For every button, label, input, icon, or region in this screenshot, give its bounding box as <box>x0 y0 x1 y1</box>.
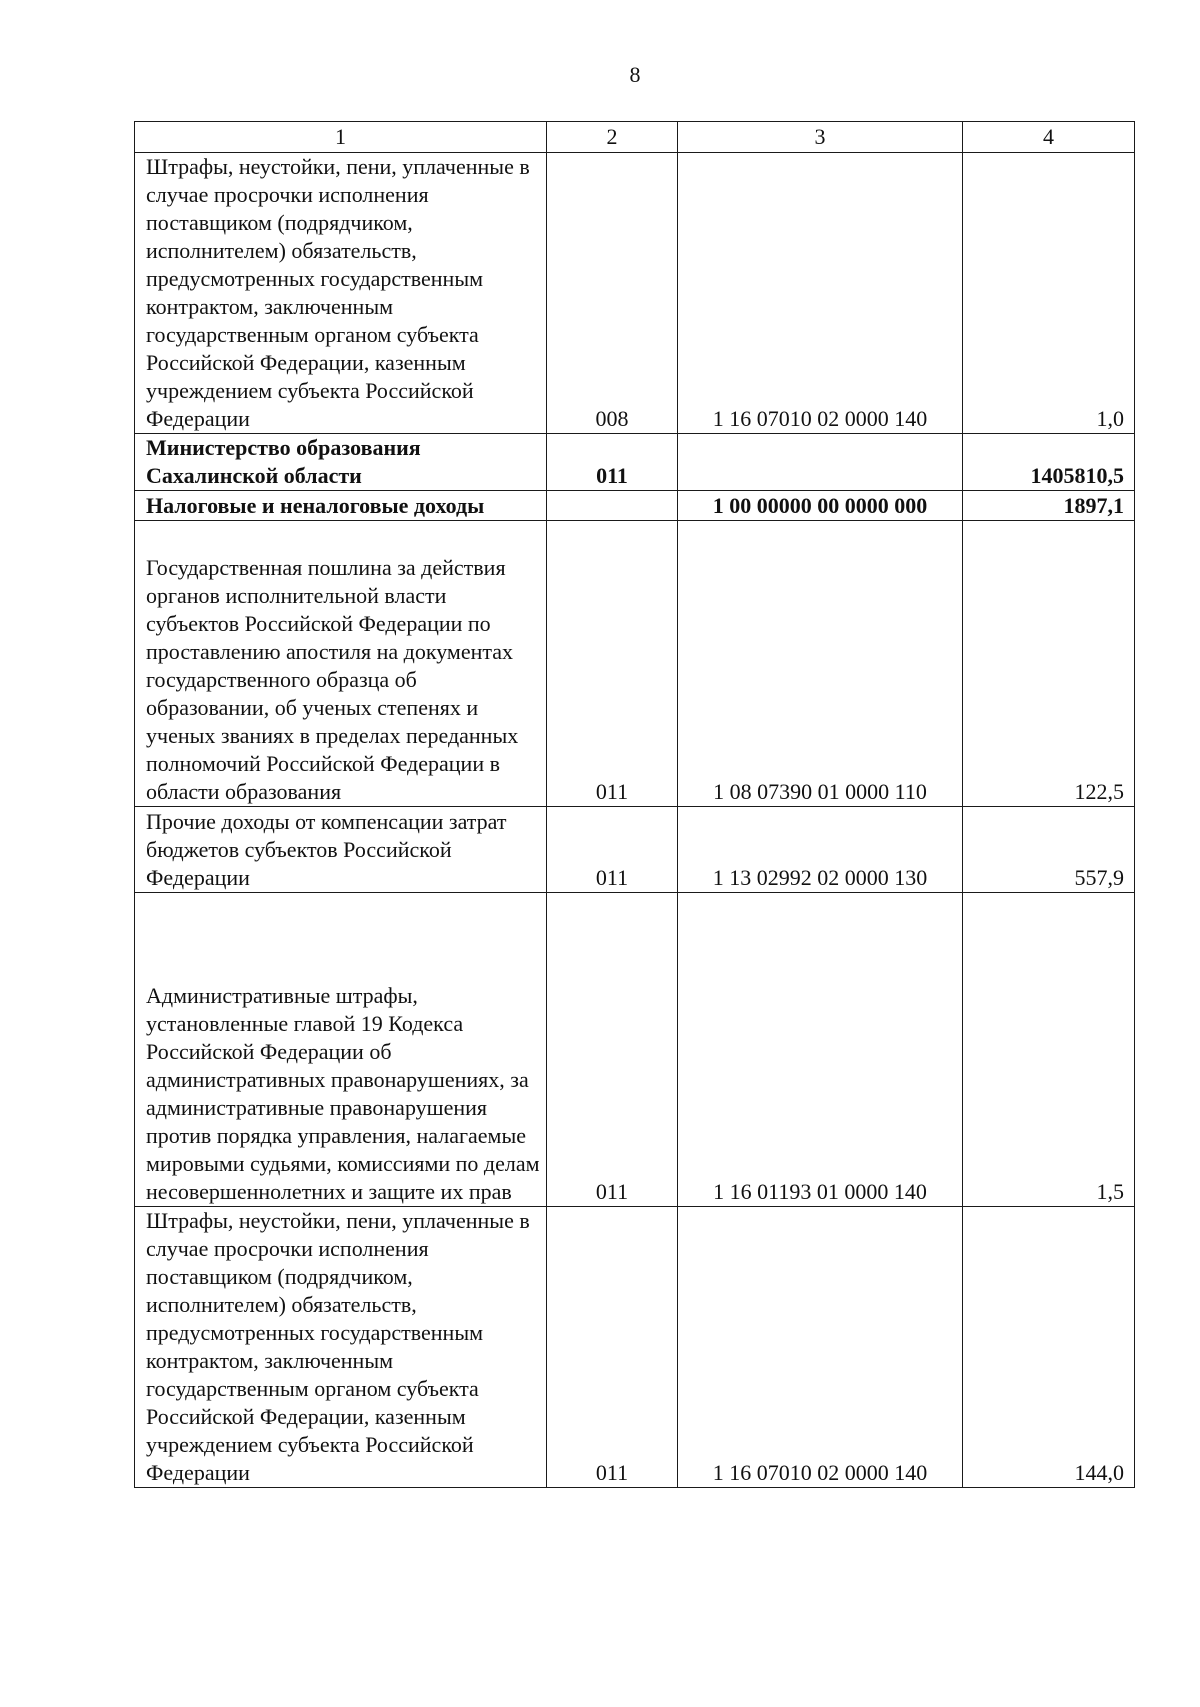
column-number-2: 2 <box>547 122 678 153</box>
table-row <box>135 153 1135 434</box>
admin-code: 011 <box>547 807 678 893</box>
revenue-name <box>135 893 547 1207</box>
table-row <box>135 893 1135 1207</box>
budget-classification-code: 1 13 02992 02 0000 130 <box>678 807 963 893</box>
revenue-name <box>135 491 547 521</box>
table-row <box>135 1207 1135 1488</box>
table-row-ministry <box>135 434 1135 491</box>
budget-classification-code: 1 16 01193 01 0000 140 <box>678 893 963 1207</box>
amount: 1405810,5 <box>963 434 1135 491</box>
column-number-4: 4 <box>963 122 1135 153</box>
admin-code: 008 <box>547 153 678 434</box>
table-row-subtotal <box>135 491 1135 521</box>
amount: 122,5 <box>963 521 1135 807</box>
budget-classification-code: 1 16 07010 02 0000 140 <box>678 153 963 434</box>
amount: 557,9 <box>963 807 1135 893</box>
amount: 1,0 <box>963 153 1135 434</box>
admin-code: 011 <box>547 893 678 1207</box>
admin-code: 011 <box>547 1207 678 1488</box>
column-number-3: 3 <box>678 122 963 153</box>
table-header-row <box>135 122 1135 153</box>
amount: 1,5 <box>963 893 1135 1207</box>
amount: 1897,1 <box>963 491 1135 521</box>
budget-classification-code: 1 16 07010 02 0000 140 <box>678 1207 963 1488</box>
revenue-name-text: Прочие доходы от компенсации затрат бюджетов субъектов Российской Федерации <box>146 809 507 890</box>
revenue-name-text: Налоговые и неналоговые доходы <box>146 493 485 518</box>
revenue-name-text: Административные штрафы, установленные главой 19 Кодекса Российской Федерации об административных правонарушениях, за административные правонарушения против порядка управления, налагаемые мировыми судьями, комиссиями по делам несовершеннолетних и защите их прав <box>146 983 540 1204</box>
revenue-name-text: Штрафы, неустойки, пени, уплаченные в случае просрочки исполнения поставщиком (подрядчиком, исполнителем) обязательств, предусмотренных государственным контрактом, заключенным государственным органом субъекта Российской Федерации, казенным учреждением субъекта Российской Федерации <box>146 154 530 431</box>
column-number-1: 1 <box>135 122 547 153</box>
revenue-name <box>135 521 547 807</box>
table-row <box>135 521 1135 807</box>
revenue-name-text: Министерство образования Сахалинской области <box>146 435 421 488</box>
revenue-name <box>135 153 547 434</box>
revenue-name <box>135 434 547 491</box>
admin-code <box>547 491 678 521</box>
budget-revenue-table <box>134 121 1135 1488</box>
admin-code: 011 <box>547 521 678 807</box>
revenue-name-text: Государственная пошлина за действия органов исполнительной власти субъектов Российской Федерации по проставлению апостиля на документах государственного образца об образовании, об ученых степенях и ученых званиях в пределах переданных полномочий Российской Федерации в области образования <box>146 555 519 804</box>
amount: 144,0 <box>963 1207 1135 1488</box>
admin-code: 011 <box>547 434 678 491</box>
page-number: 8 <box>629 62 641 87</box>
budget-classification-code: 1 08 07390 01 0000 110 <box>678 521 963 807</box>
budget-classification-code <box>678 434 963 491</box>
table-row <box>135 807 1135 893</box>
budget-classification-code: 1 00 00000 00 0000 000 <box>678 491 963 521</box>
revenue-name <box>135 807 547 893</box>
revenue-name-text: Штрафы, неустойки, пени, уплаченные в случае просрочки исполнения поставщиком (подрядчиком, исполнителем) обязательств, предусмотренных государственным контрактом, заключенным государственным органом субъекта Российской Федерации, казенным учреждением субъекта Российской Федерации <box>146 1208 530 1485</box>
revenue-name <box>135 1207 547 1488</box>
